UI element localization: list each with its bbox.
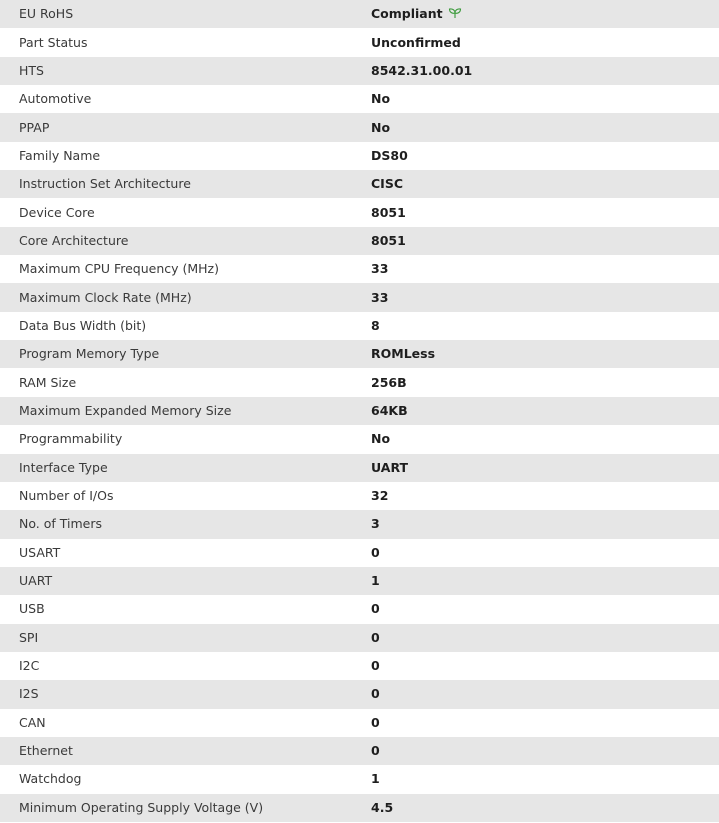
spec-value-text: Compliant <box>371 6 443 22</box>
table-row <box>0 227 719 255</box>
spec-label: I2C <box>19 658 40 674</box>
spec-label: Maximum Clock Rate (MHz) <box>19 289 192 305</box>
spec-label: Ethernet <box>19 743 73 759</box>
spec-label: I2S <box>19 686 39 702</box>
spec-label: Device Core <box>19 204 95 220</box>
table-row <box>0 454 719 482</box>
table-row <box>0 340 719 368</box>
spec-value: 8 <box>371 317 380 333</box>
table-row <box>0 794 719 822</box>
spec-value: Unconfirmed <box>371 34 461 50</box>
table-row <box>0 595 719 623</box>
spec-label: Programmability <box>19 431 123 447</box>
spec-value: No <box>371 119 391 135</box>
spec-label: Maximum Expanded Memory Size <box>19 402 232 418</box>
table-row <box>0 198 719 226</box>
spec-value: 33 <box>371 261 389 277</box>
table-row <box>0 283 719 311</box>
spec-value: 0 <box>371 686 380 702</box>
spec-value: 3 <box>371 516 380 532</box>
spec-value: 1 <box>371 573 380 589</box>
spec-label: Watchdog <box>19 771 82 787</box>
spec-label: Family Name <box>19 147 101 163</box>
leaf-icon <box>448 7 462 19</box>
spec-value: 256B <box>371 374 407 390</box>
table-row <box>0 0 719 28</box>
spec-value: 33 <box>371 289 389 305</box>
table-row <box>0 170 719 198</box>
spec-value: No <box>371 91 391 107</box>
spec-label: EU RoHS <box>19 6 74 22</box>
spec-label: Automotive <box>19 91 92 107</box>
spec-value <box>371 0 719 28</box>
spec-label: Minimum Operating Supply Voltage (V) <box>19 799 264 815</box>
table-row <box>0 85 719 113</box>
spec-label: PPAP <box>19 119 50 135</box>
spec-label: HTS <box>19 62 44 78</box>
table-row <box>0 142 719 170</box>
spec-value: UART <box>371 459 409 475</box>
spec-label: CAN <box>19 714 46 730</box>
table-row <box>0 510 719 538</box>
spec-value: DS80 <box>371 147 408 163</box>
spec-label: Program Memory Type <box>19 346 160 362</box>
spec-value: ROMLess <box>371 346 436 362</box>
table-row <box>0 680 719 708</box>
table-row <box>0 368 719 396</box>
spec-value: 1 <box>371 771 380 787</box>
spec-label: Instruction Set Architecture <box>19 176 191 192</box>
table-row <box>0 57 719 85</box>
spec-label: Number of I/Os <box>19 488 114 504</box>
table-row <box>0 113 719 141</box>
table-row <box>0 737 719 765</box>
spec-value: 64KB <box>371 402 408 418</box>
spec-value: 0 <box>371 601 380 617</box>
spec-label: UART <box>19 573 53 589</box>
table-row <box>0 255 719 283</box>
spec-label: Part Status <box>19 34 88 50</box>
table-row <box>0 425 719 453</box>
spec-value: 0 <box>371 544 380 560</box>
spec-value: CISC <box>371 176 404 192</box>
spec-value: No <box>371 431 391 447</box>
spec-value: 0 <box>371 658 380 674</box>
spec-label: Maximum CPU Frequency (MHz) <box>19 261 219 277</box>
spec-label: USART <box>19 544 61 560</box>
spec-value: 0 <box>371 629 380 645</box>
spec-label: USB <box>19 601 45 617</box>
spec-value: 0 <box>371 714 380 730</box>
spec-value: 8051 <box>371 232 406 248</box>
spec-label: No. of Timers <box>19 516 102 532</box>
spec-value: 4.5 <box>371 799 394 815</box>
table-row <box>0 709 719 737</box>
spec-label: Data Bus Width (bit) <box>19 317 147 333</box>
table-row <box>0 624 719 652</box>
spec-value: 32 <box>371 488 389 504</box>
spec-value: 0 <box>371 743 380 759</box>
table-row <box>0 482 719 510</box>
table-row <box>0 765 719 793</box>
spec-label: RAM Size <box>19 374 77 390</box>
table-row <box>0 567 719 595</box>
table-row <box>0 28 719 56</box>
spec-label: Interface Type <box>19 459 108 475</box>
table-row <box>0 312 719 340</box>
table-row <box>0 397 719 425</box>
spec-label: SPI <box>19 629 39 645</box>
table-row <box>0 539 719 567</box>
spec-value: 8542.31.00.01 <box>371 62 473 78</box>
spec-value: 8051 <box>371 204 406 220</box>
table-row <box>0 652 719 680</box>
spec-label: Core Architecture <box>19 232 129 248</box>
